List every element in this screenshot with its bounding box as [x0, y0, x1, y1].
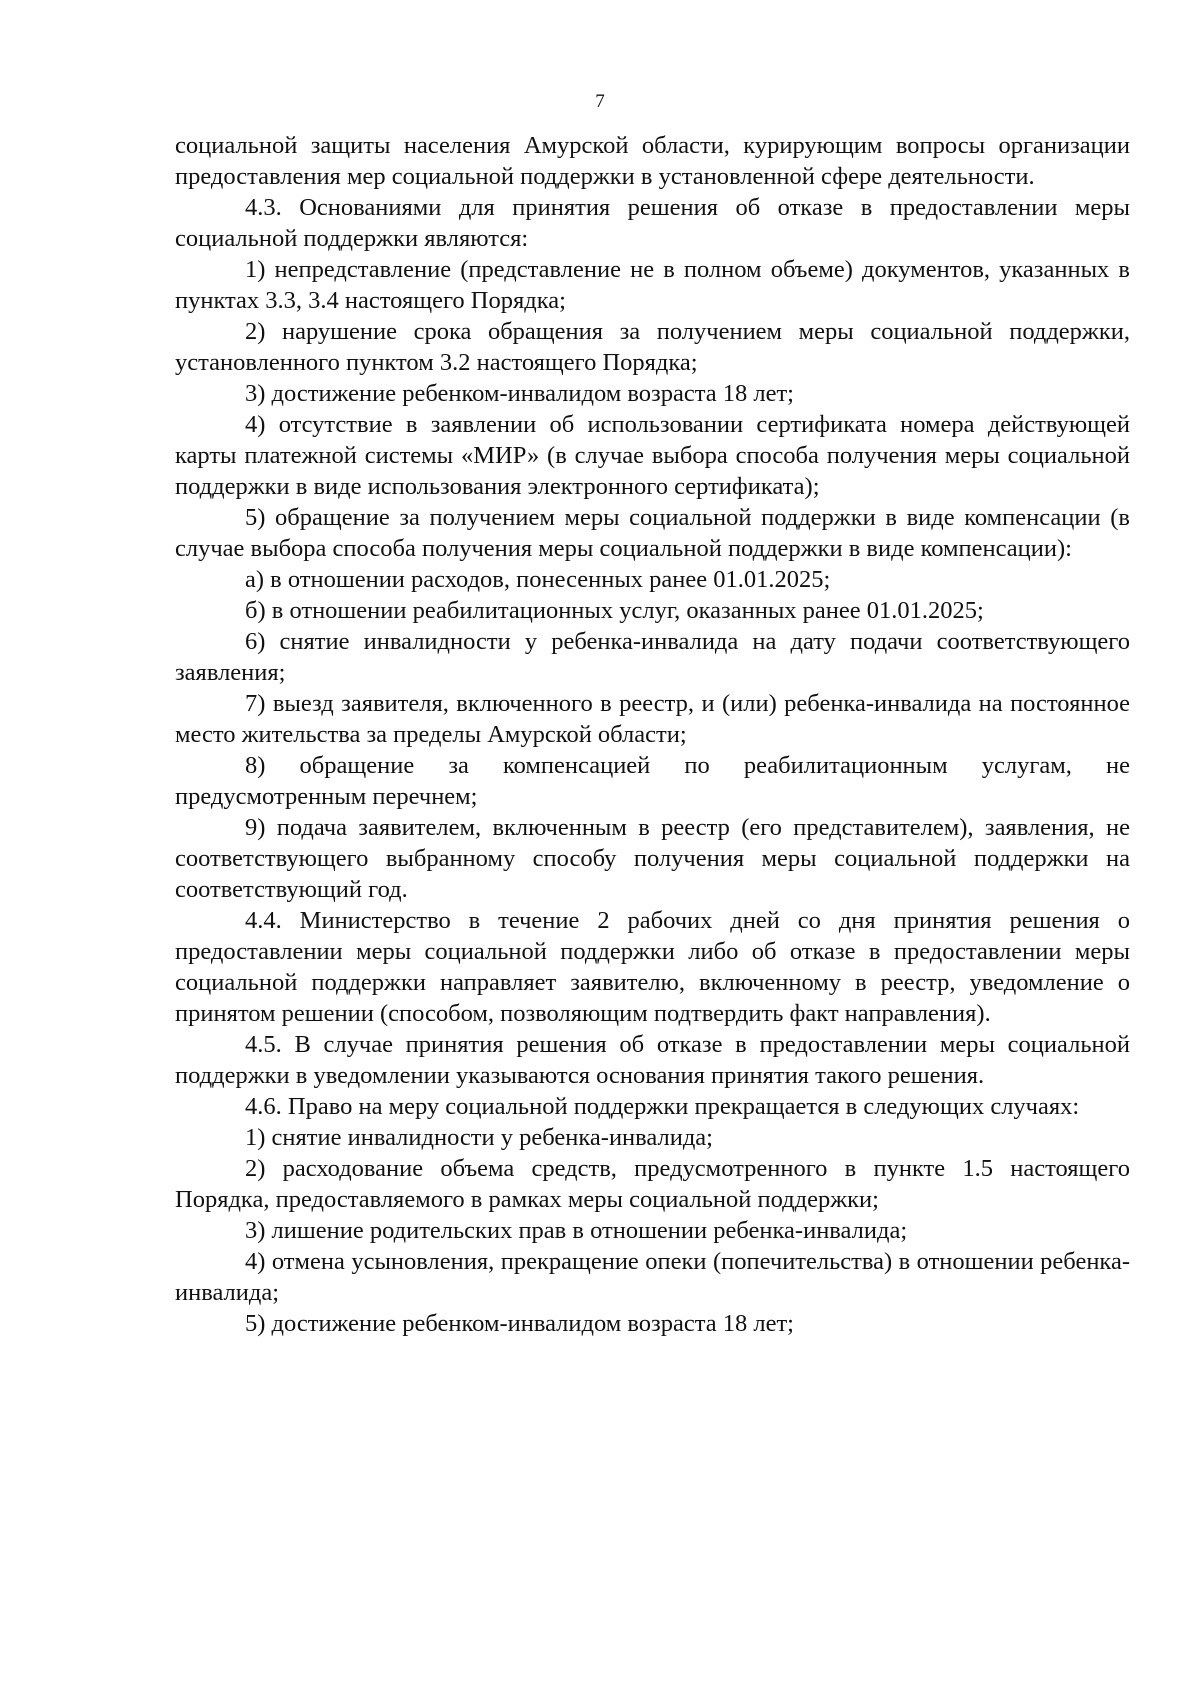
list-item-4-3-7: 7) выезд заявителя, включенного в реестр, и (или) ребенка-инвалида на постоянное место жительства за пределы Амурской области; [175, 690, 1130, 748]
list-item-4-3-3: 3) достижение ребенком-инвалидом возраста 18 лет; [245, 380, 794, 407]
document-body [175, 130, 1130, 1339]
paragraph-4-6: 4.6. Право на меру социальной поддержки прекращается в следующих случаях: [245, 1093, 1080, 1120]
list-item-4-3-5: 5) обращение за получением меры социальной поддержки в виде компенсации (в случае выбора способа получения меры социальной поддержки в виде компенсации): [175, 504, 1130, 562]
list-item-4-3-4: 4) отсутствие в заявлении об использовании сертификата номера действующей карты платежной системы «МИР» (в случае выбора способа получения меры социальной поддержки в виде использования электронного сертификата); [175, 411, 1130, 500]
paragraph-4-5: 4.5. В случае принятия решения об отказе в предоставлении меры социальной поддержки в уведомлении указываются основания принятия такого решения. [175, 1031, 1130, 1089]
list-item-4-6-3: 3) лишение родительских прав в отношении ребенка-инвалида; [245, 1217, 908, 1244]
list-item-4-6-4: 4) отмена усыновления, прекращение опеки (попечительства) в отношении ребенка-инвалида; [175, 1248, 1130, 1306]
list-item-4-3-6: 6) снятие инвалидности у ребенка-инвалида на дату подачи соответствующего заявления; [175, 628, 1130, 686]
list-item-4-3-5-a: а) в отношении расходов, понесенных ранее 01.01.2025; [245, 566, 831, 593]
list-item-4-6-1: 1) снятие инвалидности у ребенка-инвалида; [245, 1124, 713, 1151]
paragraph-4-4: 4.4. Министерство в течение 2 рабочих дней со дня принятия решения о предоставлении меры социальной поддержки либо об отказе в предоставлении меры социальной поддержки направляет заявителю, включенному в реестр, уведомление о принятом решении (способом, позволяющим подтвердить факт направления). [175, 907, 1130, 1027]
paragraph-4-3: 4.3. Основаниями для принятия решения об отказе в предоставлении меры социальной поддержки являются: [175, 194, 1130, 252]
list-item-4-6-2: 2) расходование объема средств, предусмотренного в пункте 1.5 настоящего Порядка, предоставляемого в рамках меры социальной поддержки; [175, 1155, 1130, 1213]
list-item-4-3-2: 2) нарушение срока обращения за получением меры социальной поддержки, установленного пунктом 3.2 настоящего Порядка; [175, 318, 1130, 376]
list-item-4-3-9: 9) подача заявителем, включенным в реестр (его представителем), заявления, не соответствующего выбранному способу получения меры социальной поддержки на соответствующий год. [175, 814, 1130, 903]
list-item-4-3-5-b: б) в отношении реабилитационных услуг, оказанных ранее 01.01.2025; [245, 597, 984, 624]
list-item-4-6-5: 5) достижение ребенком-инвалидом возраста 18 лет; [245, 1310, 794, 1337]
paragraph-continuation: социальной защиты населения Амурской области, курирующим вопросы организации предоставления мер социальной поддержки в установленной сфере деятельности. [175, 132, 1130, 190]
page-number: 7 [595, 91, 605, 112]
list-item-4-3-8: 8) обращение за компенсацией по реабилитационным услугам, не предусмотренным перечнем; [175, 752, 1130, 810]
list-item-4-3-1: 1) непредставление (представление не в полном объеме) документов, указанных в пунктах 3.3, 3.4 настоящего Порядка; [175, 256, 1130, 314]
